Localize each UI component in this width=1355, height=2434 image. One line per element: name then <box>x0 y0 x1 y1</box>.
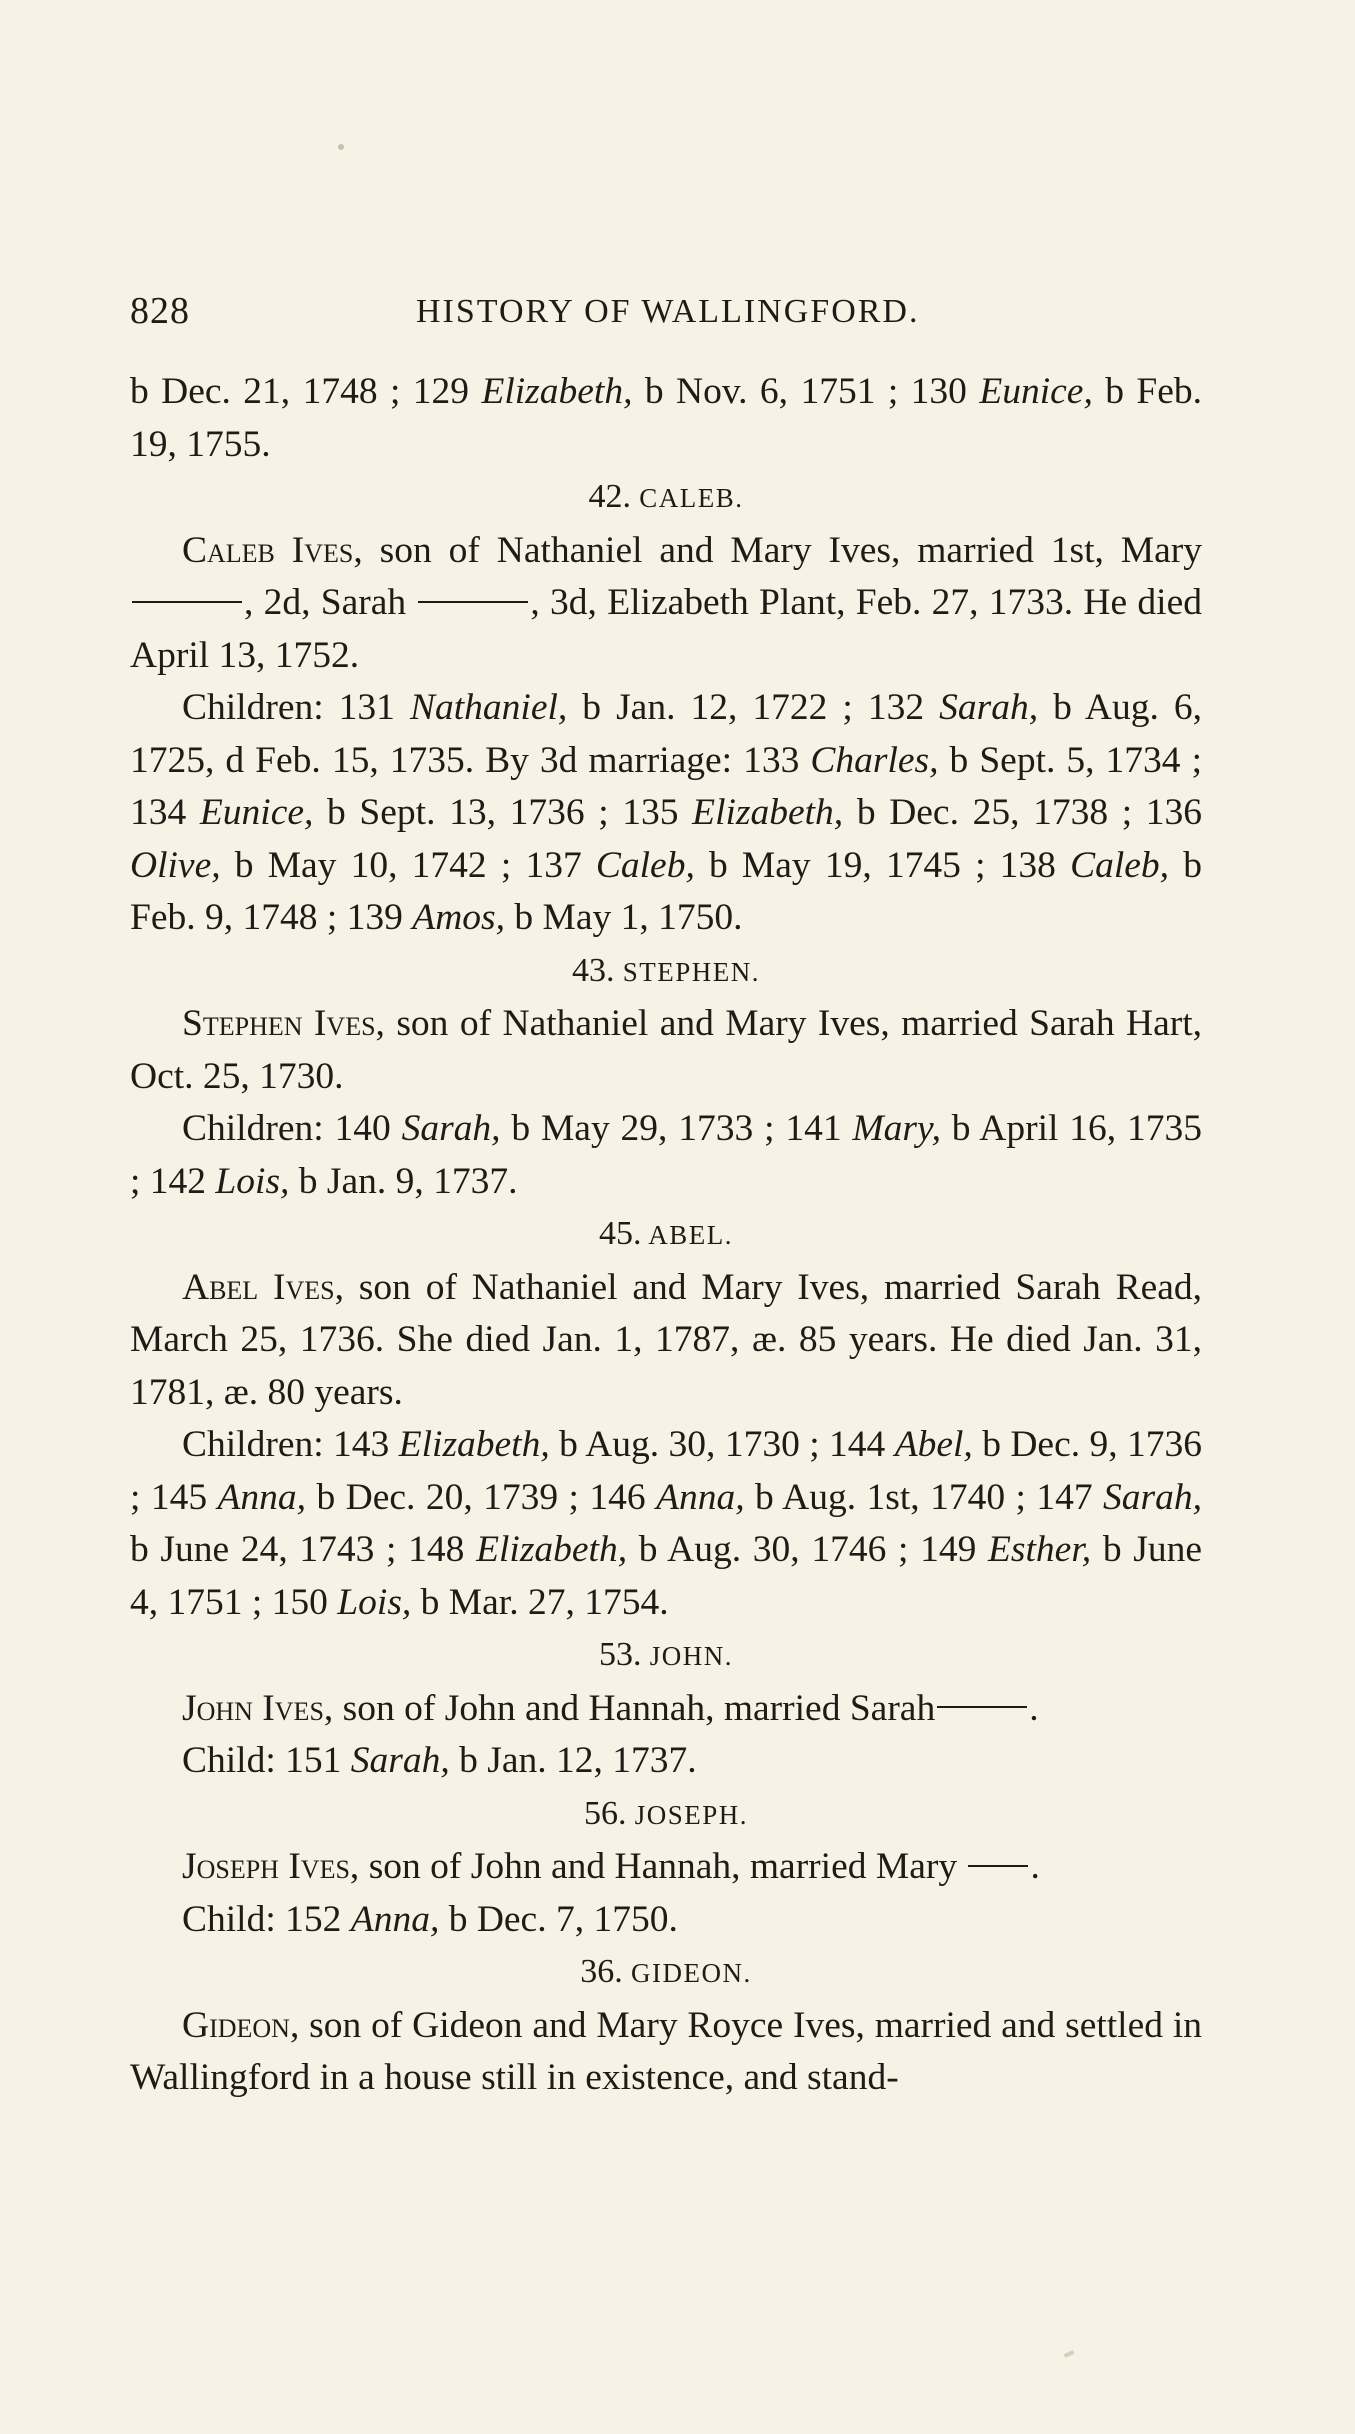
text-segment: b Sept. 5, 1734 ; 134 <box>130 739 1202 833</box>
heading-number: 42. <box>588 478 631 515</box>
joseph-marriage-paragraph <box>130 1841 1202 1894</box>
text-segment: b May 10, 1742 ; 137 <box>220 844 596 886</box>
child-name: Eunice, <box>979 371 1093 412</box>
abel-marriage-paragraph <box>130 1262 1202 1420</box>
child-name: Olive, <box>130 844 221 886</box>
text-segment: son of Nathaniel and Mary Ives, married 1st, Mary <box>362 529 1202 571</box>
blank-dash <box>418 601 528 603</box>
child-name: Amos, <box>412 897 506 938</box>
child-name: Elizabeth, <box>481 371 633 412</box>
child-name: Nathaniel, <box>409 687 568 728</box>
child-name: Sarah, <box>350 1740 450 1781</box>
text-segment: son of John and Hannah, married Sarah <box>333 1687 936 1729</box>
john-children-paragraph <box>130 1735 1202 1788</box>
person-name: John Ives, <box>182 1687 334 1729</box>
text-segment: , 2d, Sarah <box>244 582 407 623</box>
child-name: Anna, <box>656 1476 745 1518</box>
child-name: Eunice, <box>199 792 314 833</box>
child-name: Caleb, <box>595 844 695 886</box>
body-text <box>130 366 1202 2105</box>
child-name: Charles, <box>810 739 939 781</box>
stephen-children-paragraph <box>130 1103 1202 1208</box>
text-segment: b May 29, 1733 ; 141 <box>500 1108 853 1149</box>
text-segment: Child: 151 <box>182 1740 351 1781</box>
heading-number: 53. <box>598 1636 642 1673</box>
text-segment: b Dec. 9, 1736 ; 145 <box>130 1424 1202 1518</box>
person-name: Gideon, <box>182 2004 300 2046</box>
text-segment: b Dec. 25, 1738 ; 136 <box>843 792 1203 833</box>
child-name: Abel, <box>894 1424 973 1465</box>
text-segment: Child: 152 <box>182 1898 351 1940</box>
text-segment: b May 19, 1745 ; 138 <box>694 844 1071 886</box>
text-segment: b Mar. 27, 1754. <box>411 1581 669 1623</box>
section-heading-abel <box>130 1208 1202 1262</box>
section-heading-stephen <box>130 945 1202 999</box>
text-segment: b Aug. 30, 1730 ; 144 <box>549 1424 895 1465</box>
child-name: Elizabeth, <box>476 1529 628 1570</box>
text-segment: b Jan. 12, 1737. <box>449 1740 697 1781</box>
person-name: Joseph Ives, <box>182 1846 360 1887</box>
text-segment: Children: 131 <box>182 687 410 728</box>
section-heading-joseph <box>130 1788 1202 1842</box>
text-segment: b Nov. 6, 1751 ; 130 <box>632 371 980 412</box>
john-marriage-paragraph <box>130 1683 1202 1736</box>
heading-name: JOSEPH. <box>634 1799 749 1830</box>
caleb-children-paragraph <box>130 682 1202 945</box>
text-segment: son of Gideon and Mary Royce Ives, married and settled in Wallingford in a house still in existence, and stand- <box>130 2004 1202 2098</box>
text-segment: son of John and Hannah, married Mary <box>359 1846 958 1887</box>
text-segment: b Aug. 1st, 1740 ; 147 <box>744 1476 1104 1518</box>
text-segment: b April 16, 1735 ; 142 <box>130 1108 1202 1202</box>
text-segment: b Dec. 7, 1750. <box>439 1898 678 1940</box>
text-segment: son of Nathaniel and Mary Ives, married Sarah Read, March 25, 1736. She died Jan. 1, 1787, æ. 85 years. He died Jan. 31, 1781, æ. 80 years. <box>130 1266 1203 1413</box>
caleb-marriage-paragraph <box>130 525 1202 683</box>
child-name: Caleb, <box>1070 844 1170 886</box>
child-name: Lois, <box>215 1160 290 1202</box>
person-name: Abel Ives, <box>182 1266 344 1308</box>
text-segment: b Jan. 9, 1737. <box>289 1160 518 1202</box>
joseph-children-paragraph <box>130 1894 1202 1947</box>
person-name: Stephen Ives, <box>182 1003 385 1044</box>
heading-name: GIDEON. <box>631 1958 752 1988</box>
stephen-marriage-paragraph <box>130 998 1202 1103</box>
text-segment: b Feb. 9, 1748 ; 139 <box>130 844 1202 938</box>
heading-name: CALEB. <box>639 483 744 513</box>
text-segment: Children: 143 <box>182 1424 399 1465</box>
blank-dash <box>968 1865 1028 1867</box>
text-segment: b Jan. 12, 1722 ; 132 <box>567 687 940 728</box>
text-segment: Children: 140 <box>182 1108 402 1149</box>
text-segment: b Feb. 19, 1755. <box>130 371 1202 465</box>
text-segment: b Dec. 20, 1739 ; 146 <box>306 1476 657 1518</box>
text-segment: , 3d, Elizabeth Plant, Feb. 27, 1733. He died April 13, 1752. <box>130 582 1202 676</box>
heading-number: 36. <box>580 1953 623 1990</box>
child-name: Anna, <box>350 1898 440 1940</box>
heading-name: ABEL. <box>648 1220 733 1250</box>
paper-speck <box>338 144 344 150</box>
text-segment: b Aug. 6, 1725, d Feb. 15, 1735. By 3d marriage: 133 <box>130 687 1202 781</box>
running-head: HISTORY OF WALLINGFORD. <box>416 293 920 330</box>
child-name: Elizabeth, <box>692 792 844 833</box>
text-segment: son of Nathaniel and Mary Ives, married Sarah Hart, Oct. 25, 1730. <box>130 1003 1202 1097</box>
child-name: Esther, <box>988 1529 1092 1570</box>
child-name: Sarah, <box>939 687 1039 728</box>
paper-mark <box>1064 2350 1075 2358</box>
heading-name: STEPHEN. <box>622 956 760 987</box>
text-segment: . <box>1030 1846 1040 1887</box>
text-segment: . <box>1029 1687 1039 1729</box>
child-name: Sarah, <box>1103 1476 1202 1518</box>
text-segment: b June 4, 1751 ; 150 <box>130 1529 1202 1623</box>
section-heading-john <box>130 1629 1202 1683</box>
heading-number: 43. <box>571 951 615 989</box>
page-number: 828 <box>130 290 190 332</box>
blank-dash <box>937 1706 1027 1708</box>
child-name: Sarah, <box>401 1108 501 1149</box>
page-header <box>130 289 1200 339</box>
person-name: Caleb Ives, <box>182 529 363 571</box>
heading-number: 56. <box>583 1794 627 1832</box>
heading-number: 45. <box>598 1215 642 1252</box>
child-name: Lois, <box>337 1581 412 1623</box>
child-name: Anna, <box>217 1476 307 1518</box>
section-heading-caleb <box>130 471 1202 525</box>
text-segment: b June 24, 1743 ; 148 <box>130 1529 477 1570</box>
child-name: Elizabeth, <box>398 1424 550 1465</box>
child-name: Mary, <box>852 1108 941 1149</box>
gideon-marriage-paragraph <box>130 2000 1202 2105</box>
text-segment: b May 1, 1750. <box>505 897 743 938</box>
text-segment: b Sept. 13, 1736 ; 135 <box>313 792 693 833</box>
continuation-paragraph <box>130 366 1202 471</box>
text-segment: b Dec. 21, 1748 ; 129 <box>130 371 482 412</box>
section-heading-gideon <box>130 1946 1202 2000</box>
heading-name: JOHN. <box>649 1641 733 1671</box>
blank-dash <box>132 601 242 603</box>
abel-children-paragraph <box>130 1419 1202 1629</box>
text-segment: b Aug. 30, 1746 ; 149 <box>627 1529 989 1570</box>
